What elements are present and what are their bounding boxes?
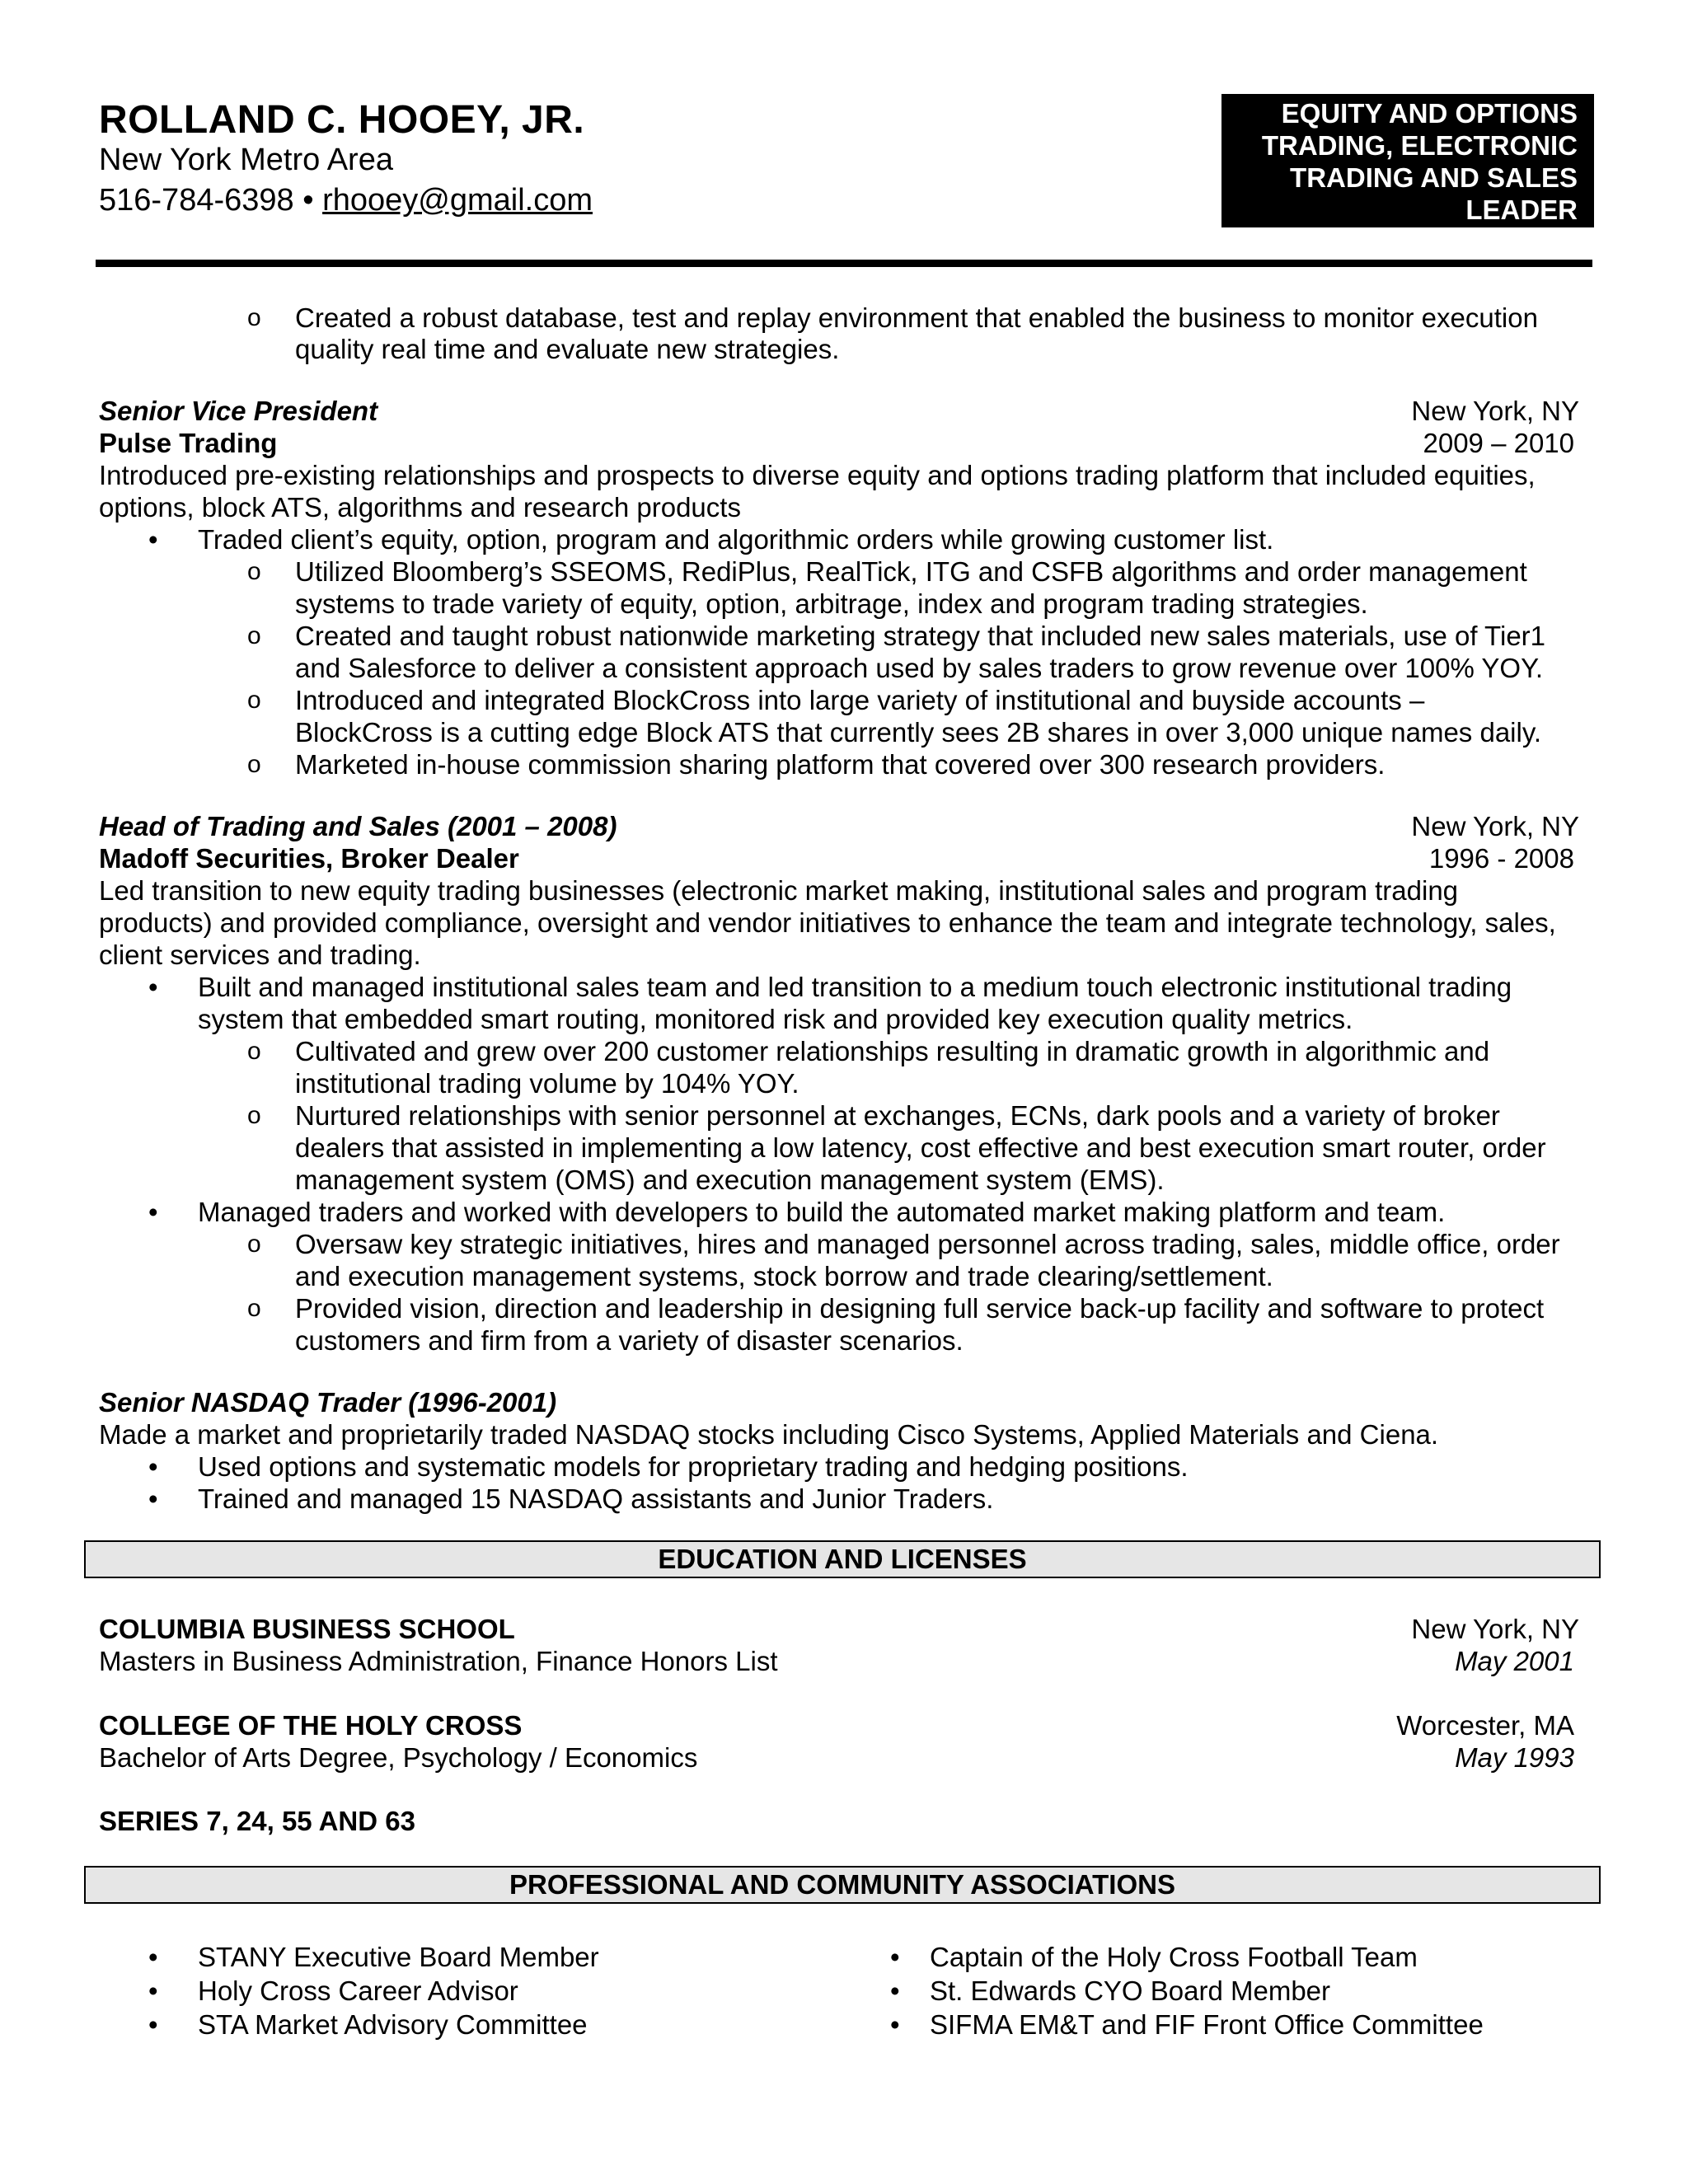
bullet-marker: • bbox=[148, 1483, 158, 1514]
job-summary: Led transition to new equity trading businesses (electronic market making, institutional sales and program trading bbox=[99, 875, 1459, 906]
job-summary: products) and provided compliance, oversight and vendor initiatives to enhance the team and integrate technology, sales, bbox=[99, 907, 1556, 938]
association-item: Holy Cross Career Advisor bbox=[198, 1975, 518, 2006]
sub-bullet-text: Created a robust database, test and replay environment that enabled the business to monitor execution bbox=[295, 302, 1538, 333]
job-title: Head of Trading and Sales (2001 – 2008) bbox=[99, 811, 617, 841]
sub-bullet-text: Introduced and integrated BlockCross into large variety of institutional and buyside accounts – bbox=[295, 685, 1425, 715]
sub-bullet-text: systems to trade variety of equity, option, arbitrage, index and program trading strategies. bbox=[295, 588, 1368, 619]
sub-bullet-text: and Salesforce to deliver a consistent approach used by sales traders to grow revenue over 100% YOY. bbox=[295, 653, 1544, 683]
degree: Bachelor of Arts Degree, Psychology / Economics bbox=[99, 1742, 698, 1773]
bullet-text: Traded client’s equity, option, program and algorithmic orders while growing customer list. bbox=[198, 524, 1274, 555]
graduation-date: May 1993 bbox=[1455, 1742, 1574, 1773]
bullet-text: Managed traders and worked with developers to build the automated market making platform and team. bbox=[198, 1197, 1446, 1227]
candidate-location: New York Metro Area bbox=[99, 143, 393, 177]
sub-bullet-marker: o bbox=[247, 1038, 261, 1065]
bullet-text: Built and managed institutional sales team and led transition to a medium touch electronic institutional trading bbox=[198, 972, 1512, 1002]
sub-bullet-text: Cultivated and grew over 200 customer relationships resulting in dramatic growth in algorithmic and bbox=[295, 1036, 1490, 1066]
sub-bullet-text: dealers that assisted in implementing a low latency, cost effective and best execution smart router, order bbox=[295, 1132, 1546, 1163]
headline-line: TRADING AND SALES bbox=[1290, 162, 1578, 193]
bullet-marker: • bbox=[148, 1975, 158, 2006]
sub-bullet-text: Nurtured relationships with senior personnel at exchanges, ECNs, dark pools and a variety of broker bbox=[295, 1100, 1500, 1131]
job-location: New York, NY bbox=[1411, 396, 1579, 426]
association-item: SIFMA EM&T and FIF Front Office Committee bbox=[930, 2009, 1484, 2040]
sub-bullet-text: Utilized Bloomberg’s SSEOMS, RediPlus, RealTick, ITG and CSFB algorithms and order management bbox=[295, 556, 1527, 587]
contact-line bbox=[99, 183, 593, 218]
sub-bullet-text: Provided vision, direction and leadership in designing full service back-up facility and software to protect bbox=[295, 1293, 1545, 1324]
sub-bullet-marker: o bbox=[247, 622, 261, 649]
header-divider bbox=[96, 260, 1592, 267]
association-item: St. Edwards CYO Board Member bbox=[930, 1975, 1331, 2006]
sub-bullet-marker: o bbox=[247, 687, 261, 714]
bullet-marker: • bbox=[890, 2009, 900, 2040]
sub-bullet-text: Oversaw key strategic initiatives, hires and managed personnel across trading, sales, middle office, order bbox=[295, 1229, 1560, 1259]
company-name: Madoff Securities, Broker Dealer bbox=[99, 843, 519, 874]
sub-bullet-text: customers and firm from a variety of disaster scenarios. bbox=[295, 1325, 964, 1356]
sub-bullet-marker: o bbox=[247, 1230, 261, 1258]
headline-line: EQUITY AND OPTIONS bbox=[1281, 98, 1578, 129]
job-location: New York, NY bbox=[1411, 811, 1579, 841]
sub-bullet-marker: o bbox=[247, 1102, 261, 1129]
job-summary: Introduced pre-existing relationships and prospects to diverse equity and options trading platform that included equities, bbox=[99, 460, 1536, 490]
sub-bullet-marker: o bbox=[247, 304, 261, 331]
sub-bullet-text: Marketed in-house commission sharing platform that covered over 300 research providers. bbox=[295, 749, 1386, 780]
job-title: Senior NASDAQ Trader (1996-2001) bbox=[99, 1387, 557, 1418]
education-heading: EDUCATION AND LICENSES bbox=[84, 1540, 1601, 1578]
school-location: Worcester, MA bbox=[1396, 1710, 1574, 1741]
sub-bullet-text: BlockCross is a cutting edge Block ATS that currently sees 2B shares in over 3,000 unique names daily. bbox=[295, 717, 1542, 748]
school-name: COLLEGE OF THE HOLY CROSS bbox=[99, 1710, 523, 1741]
job-dates: 1996 - 2008 bbox=[1428, 843, 1574, 874]
bullet-text: Used options and systematic models for proprietary trading and hedging positions. bbox=[198, 1451, 1189, 1482]
job-summary: Made a market and proprietarily traded NASDAQ stocks including Cisco Systems, Applied Materials and Ciena. bbox=[99, 1419, 1439, 1450]
company-name: Pulse Trading bbox=[99, 428, 278, 458]
sub-bullet-text: Created and taught robust nationwide marketing strategy that included new sales materials, use of Tier1 bbox=[295, 621, 1546, 651]
bullet-marker: • bbox=[148, 524, 158, 555]
sub-bullet-text: management system (OMS) and execution management system (EMS). bbox=[295, 1165, 1165, 1195]
bullet-marker: • bbox=[890, 1942, 900, 1972]
bullet-text: system that embedded smart routing, monitored risk and provided key execution quality metrics. bbox=[198, 1004, 1353, 1034]
associations-heading: PROFESSIONAL AND COMMUNITY ASSOCIATIONS bbox=[84, 1866, 1601, 1904]
bullet-marker: • bbox=[148, 1197, 158, 1227]
degree: Masters in Business Administration, Finance Honors List bbox=[99, 1646, 778, 1676]
job-dates: 2009 – 2010 bbox=[1423, 428, 1574, 458]
sub-bullet-marker: o bbox=[247, 1295, 261, 1322]
headline-line: LEADER bbox=[1465, 194, 1578, 225]
bullet-marker: • bbox=[890, 1975, 900, 2006]
association-item: Captain of the Holy Cross Football Team bbox=[930, 1942, 1418, 1972]
sub-bullet-marker: o bbox=[247, 751, 261, 778]
sub-bullet-text: institutional trading volume by 104% YOY. bbox=[295, 1068, 799, 1099]
graduation-date: May 2001 bbox=[1455, 1646, 1574, 1676]
job-summary: client services and trading. bbox=[99, 940, 421, 970]
candidate-name: ROLLAND C. HOOEY, JR. bbox=[99, 98, 585, 142]
sub-bullet-text: quality real time and evaluate new strategies. bbox=[295, 334, 840, 364]
association-item: STA Market Advisory Committee bbox=[198, 2009, 588, 2040]
phone-number: 516-784-6398 bbox=[99, 183, 294, 218]
contact-separator: • bbox=[302, 183, 314, 218]
sub-bullet-text: and execution management systems, stock borrow and trade clearing/settlement. bbox=[295, 1261, 1273, 1291]
job-title: Senior Vice President bbox=[99, 396, 378, 426]
bullet-text: Trained and managed 15 NASDAQ assistants and Junior Traders. bbox=[198, 1483, 994, 1514]
job-summary: options, block ATS, algorithms and research products bbox=[99, 492, 741, 523]
bullet-marker: • bbox=[148, 2009, 158, 2040]
bullet-marker: • bbox=[148, 1451, 158, 1482]
school-name: COLUMBIA BUSINESS SCHOOL bbox=[99, 1614, 515, 1644]
bullet-marker: • bbox=[148, 1942, 158, 1972]
headline-box bbox=[1221, 94, 1594, 227]
school-location: New York, NY bbox=[1411, 1614, 1579, 1644]
headline-line: TRADING, ELECTRONIC bbox=[1261, 130, 1578, 161]
email-link[interactable]: rhooey@gmail.com bbox=[322, 183, 593, 218]
bullet-marker: • bbox=[148, 972, 158, 1002]
licenses: SERIES 7, 24, 55 AND 63 bbox=[99, 1806, 415, 1836]
association-item: STANY Executive Board Member bbox=[198, 1942, 599, 1972]
sub-bullet-marker: o bbox=[247, 558, 261, 585]
